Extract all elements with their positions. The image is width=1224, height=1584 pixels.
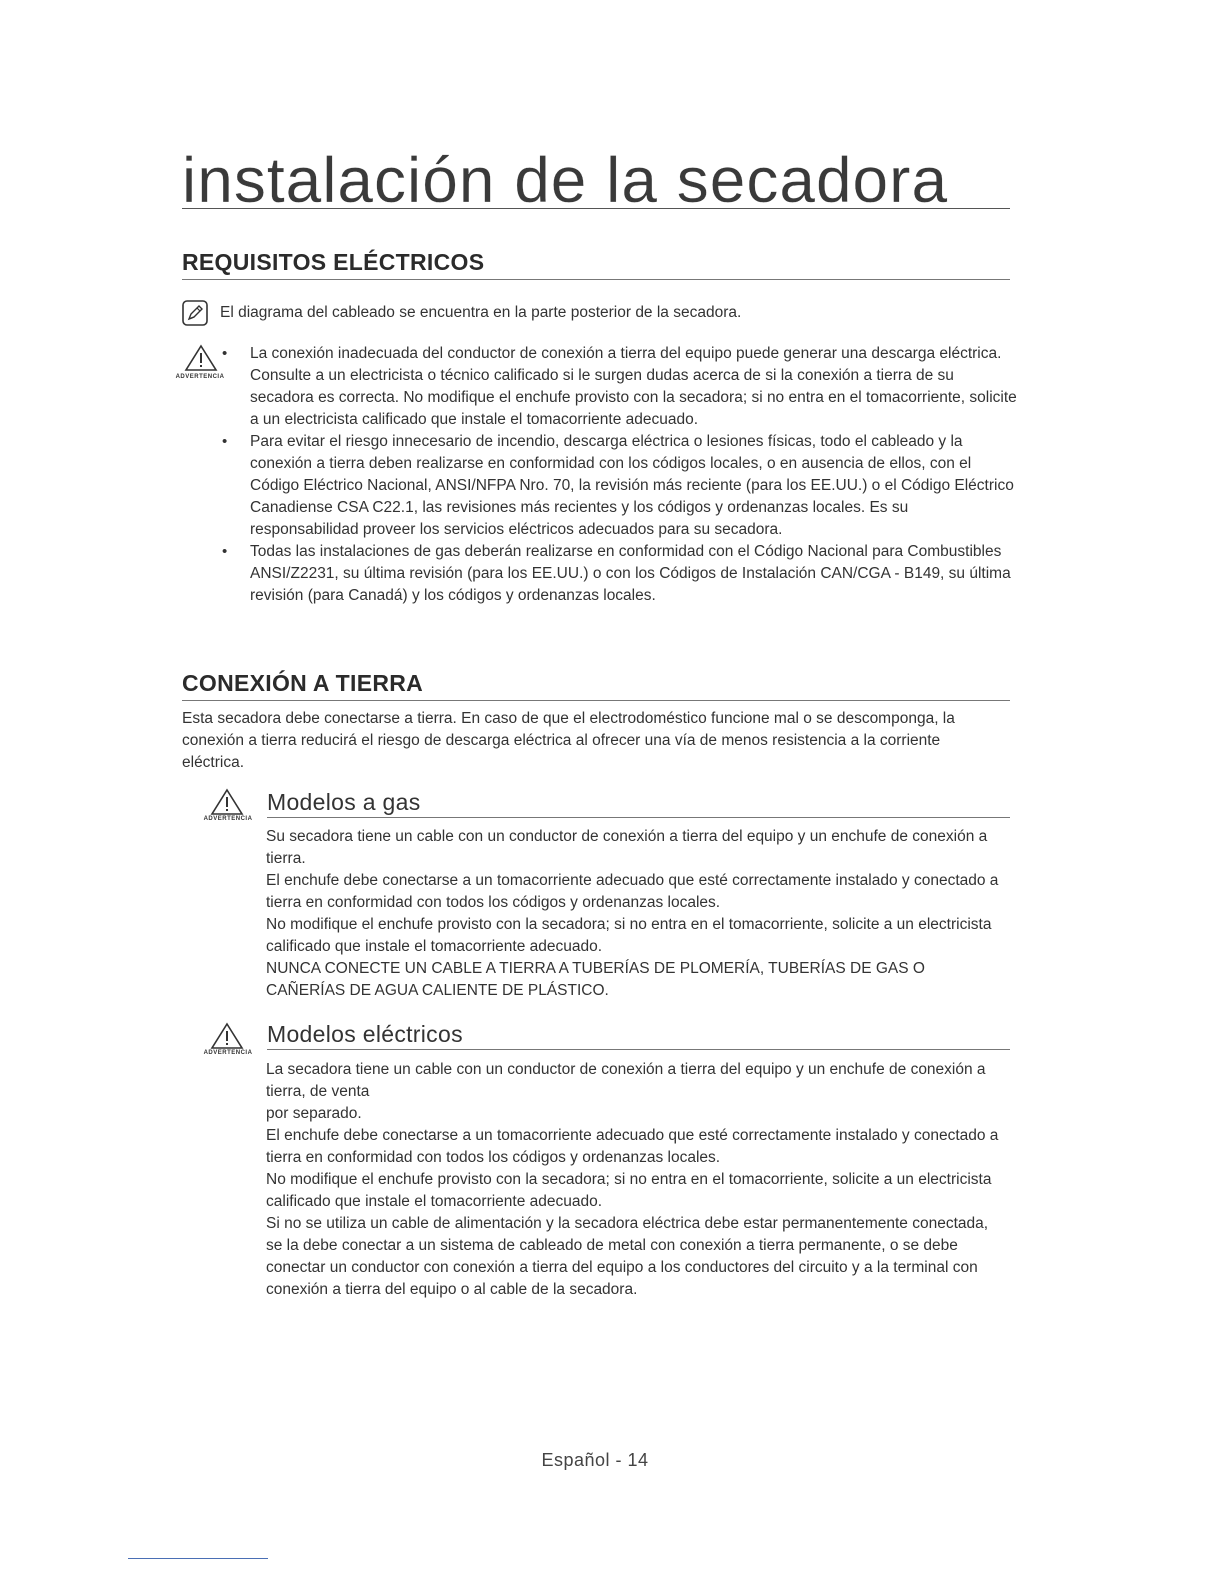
paragraph: La secadora tiene un cable con un conductor de conexión a tierra del equipo y un enchufe de conexión a tierra, de venta	[266, 1061, 986, 1100]
list-item	[218, 541, 1018, 607]
section-heading-grounding: CONEXIÓN A TIERRA	[182, 670, 1010, 701]
note-pencil-icon	[182, 300, 208, 326]
paragraph: No modifique el enchufe provisto con la secadora; si no entra en el tomacorriente, solicite a un electricista calificado que instale el tomacorriente adecuado.	[266, 916, 992, 955]
grounding-intro: Esta secadora debe conectarse a tierra. En caso de que el electrodoméstico funcione mal o se descomponga, la conexión a tierra reducirá el riesgo de descarga eléctrica al ofrecer una vía de menos resistencia a la corriente eléctrica.	[182, 710, 955, 771]
paragraph: Su secadora tiene un cable con un conductor de conexión a tierra del equipo y un enchufe de conexión a tierra.	[266, 828, 988, 867]
note-row	[182, 300, 1010, 330]
bullet-dot: •	[222, 543, 228, 560]
title-rule	[182, 208, 1010, 209]
warning-triangle-icon	[210, 1022, 244, 1050]
bullet-text: Consulte a un electricista o técnico calificado si le surgen dudas acerca de si la conexión a tierra de su secadora es correcta. No modifique el enchufe provisto con la secadora; si no entra en el tomacorriente, solicite a un electricista calificado que instale el tomacorriente adecuado.	[250, 367, 1017, 428]
bullet-text: Para evitar el riesgo innecesario de incendio, descarga eléctrica o lesiones físicas, todo el cableado y la conexión a tierra deben realizarse en conformidad con los códigos locales, o en ausencia de ellos, con el Código Eléctrico Nacional, ANSI/NFPA Nro. 70, la revisión más reciente (para los EE.UU.) o el Código Eléctrico Canadiense CSA C22.1, las revisiones más recientes y los códigos y ordenanzas locales. Es su responsabilidad proveer los servicios eléctricos adecuados para su secadora.	[250, 433, 1014, 538]
electric-models-body	[266, 1059, 1006, 1301]
gas-models-body	[266, 826, 1006, 1002]
section-heading-electrical: REQUISITOS ELÉCTRICOS	[182, 249, 1010, 280]
list-item	[218, 343, 1018, 431]
warning-triangle-icon	[210, 788, 244, 816]
subsection-heading-gas: Modelos a gas	[267, 789, 1010, 818]
paragraph: No modifique el enchufe provisto con la secadora; si no entra en el tomacorriente, solicite a un electricista calificado que instale el tomacorriente adecuado.	[266, 1171, 992, 1210]
electrical-bullet-list	[218, 343, 1018, 607]
paragraph: NUNCA CONECTE UN CABLE A TIERRA A TUBERÍAS DE PLOMERÍA, TUBERÍAS DE GAS O CAÑERÍAS DE AGUA CALIENTE DE PLÁSTICO.	[266, 960, 925, 999]
note-text: El diagrama del cableado se encuentra en la parte posterior de la secadora.	[220, 304, 742, 321]
paragraph: El enchufe debe conectarse a un tomacorriente adecuado que esté correctamente instalado y conectado a tierra en conformidad con todos los códigos y ordenanzas locales.	[266, 872, 999, 911]
paragraph: El enchufe debe conectarse a un tomacorriente adecuado que esté correctamente instalado y conectado a tierra en conformidad con todos los códigos y ordenanzas locales.	[266, 1127, 999, 1166]
warning-label: ADVERTENCIA	[175, 374, 225, 380]
bullet-text: Todas las instalaciones de gas deberán realizarse en conformidad con el Código Nacional para Combustibles ANSI/Z2231, su última revisión (para los EE.UU.) o con los Códigos de Instalación CAN/CGA - B149, su última revisión (para Canadá) y los códigos y ordenanzas locales.	[250, 543, 1011, 604]
bullet-text: La conexión inadecuada del conductor de conexión a tierra del equipo puede generar una descarga eléctrica.	[250, 345, 1002, 362]
warning-triangle-icon	[184, 344, 218, 372]
bullet-dot: •	[222, 345, 228, 362]
warning-label: ADVERTENCIA	[203, 1050, 253, 1056]
page-title: instalación de la secadora	[182, 144, 949, 216]
list-item	[218, 431, 1018, 541]
corner-rule	[128, 1558, 268, 1559]
paragraph: Si no se utiliza un cable de alimentación y la secadora eléctrica debe estar permanentemente conectada, se la debe conectar a un sistema de cableado de metal con conexión a tierra permanente, o se debe conectar un conductor con conexión a tierra del equipo a los conductores del circuito y a la terminal con conexión a tierra del equipo o al cable de la secadora.	[266, 1215, 989, 1298]
page-footer: Español - 14	[541, 1450, 649, 1470]
warning-label: ADVERTENCIA	[203, 816, 253, 822]
subsection-heading-electric: Modelos eléctricos	[267, 1021, 1010, 1050]
paragraph: por separado.	[266, 1105, 362, 1122]
bullet-dot: •	[222, 433, 228, 450]
